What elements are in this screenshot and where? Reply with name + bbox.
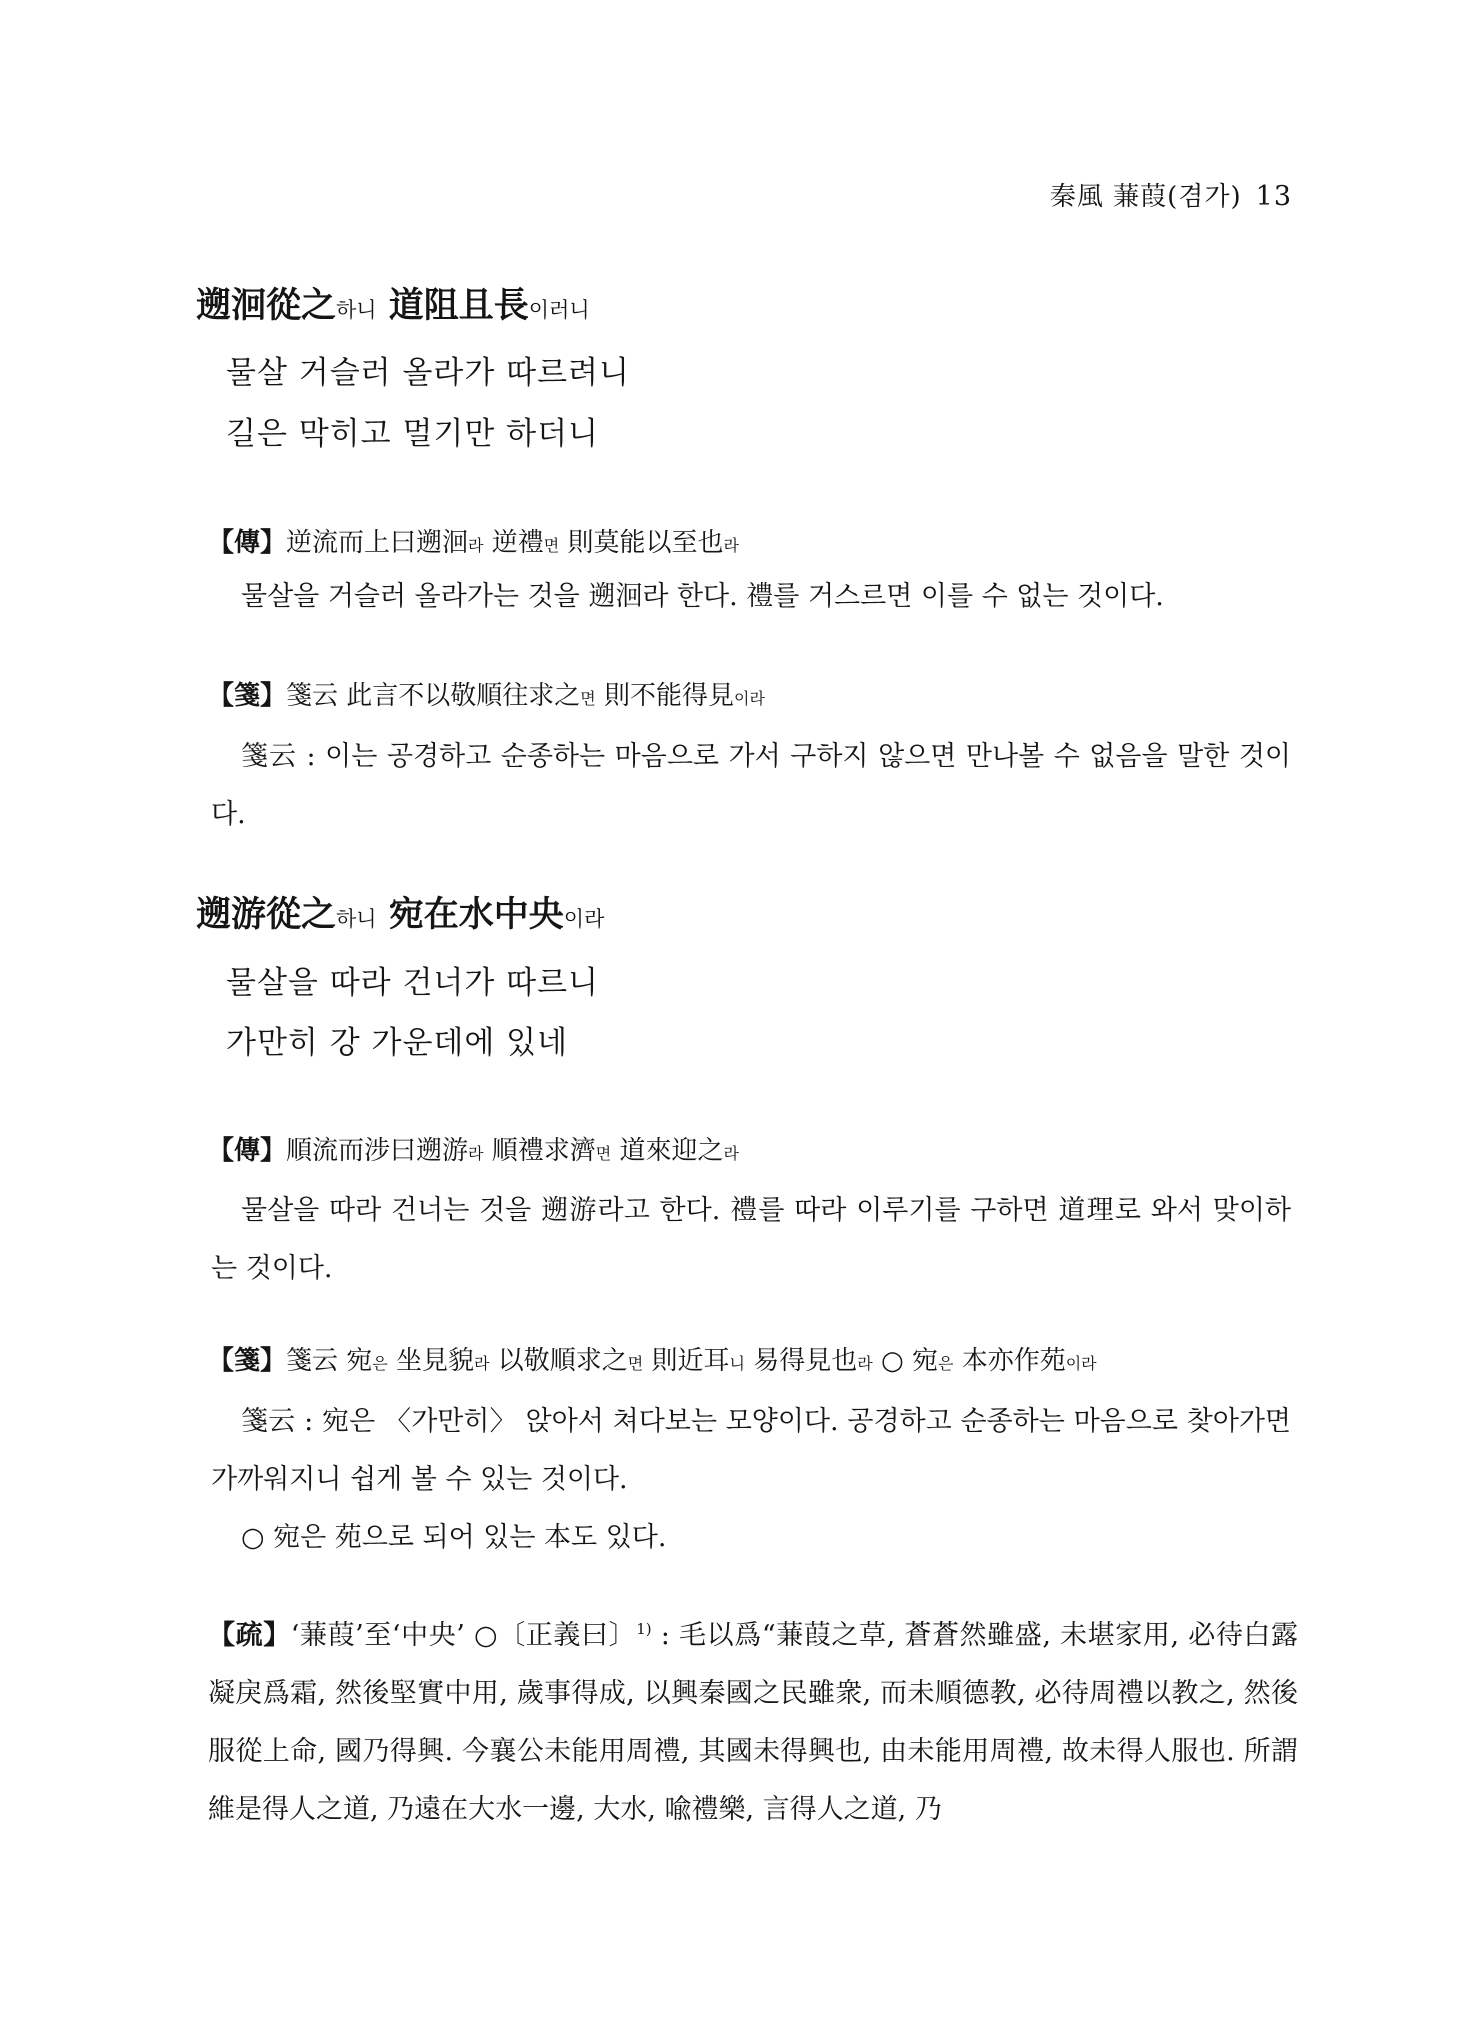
- commentary-label: 【傳】: [208, 1136, 287, 1166]
- commentary-text: 箋云 此言不以敬順往求之: [286, 681, 581, 711]
- verse-particle: 이러니: [528, 298, 590, 322]
- commentary-label: 【箋】: [208, 1346, 287, 1376]
- subcommentary-body: : 毛以爲“蒹葭之草, 蒼蒼然雖盛, 未堪家用, 必待白露凝戾爲霜, 然後堅實中用, 歲事得成, 以興秦國之民雖衆, 而未順德教, 必待周禮以教之, 然後服從上命, 國乃得興. 今襄公未能用周禮, 其國未得興也, 由未能用周禮, 故未得人服也. 所謂維是得人之道, 乃遠在大水一邊, 大水, 喩禮樂, 言得人之道, 乃: [208, 1620, 1299, 1825]
- page-number: 13: [1255, 181, 1292, 212]
- particle: 라: [723, 536, 739, 555]
- verse-text: 宛在水中央: [388, 894, 564, 935]
- particle: 면: [580, 689, 596, 708]
- commentary-head: [208, 522, 739, 559]
- commentary-text: ○ 宛: [881, 1346, 938, 1376]
- verse-text: 遡洄從之: [196, 285, 337, 326]
- commentary-text: 坐見貌: [396, 1346, 475, 1376]
- footnote-marker[interactable]: 1): [636, 1620, 652, 1638]
- verse-text: 道阻且長: [388, 285, 529, 326]
- verse-particle: 하니: [336, 907, 377, 931]
- commentary-text: 則不能得見: [604, 681, 735, 711]
- commentary-text: 箋云 宛: [286, 1346, 373, 1376]
- commentary-text: 則近耳: [651, 1346, 730, 1376]
- particle: 면: [543, 536, 560, 555]
- commentary-label: 【傳】: [208, 528, 287, 558]
- commentary-text: 逆流而上曰遡洄: [286, 528, 469, 558]
- subcommentary-lead: ‘蒹葭’至‘中央’ ○〔正義曰〕: [290, 1620, 637, 1651]
- particle: 라: [468, 536, 484, 555]
- verse-translation: 물살을 따라 건너가 따르니: [226, 965, 599, 1001]
- particle: 이라: [734, 689, 765, 708]
- particle: 은: [372, 1354, 388, 1373]
- commentary-label: 【箋】: [208, 681, 287, 711]
- running-header: [1050, 176, 1292, 213]
- commentary-text: 道來迎之: [619, 1136, 724, 1166]
- commentary-head: [208, 675, 765, 712]
- commentary-text: 本亦作苑: [961, 1346, 1066, 1376]
- header-title: 秦風 蒹葭(겸가): [1049, 182, 1242, 212]
- verse-translation: 가만히 강 가운데에 있네: [226, 1025, 569, 1061]
- particle: 라: [468, 1144, 484, 1163]
- particle: 면: [595, 1144, 612, 1163]
- verse-particle: 이라: [563, 907, 605, 931]
- particle: 라: [474, 1354, 490, 1373]
- particle: 라: [723, 1144, 739, 1163]
- verse-line: [196, 887, 604, 937]
- commentary-text: 順禮求濟: [491, 1136, 596, 1166]
- verse-translation: 물살 거슬러 올라가 따르려니: [226, 355, 630, 391]
- commentary-text: 則莫能以至也: [567, 528, 724, 558]
- commentary-translation: 箋云 : 이는 공경하고 순종하는 마음으로 가서 구하지 않으면 만나볼 수 없음을 말한 것이다.: [211, 741, 1291, 830]
- commentary-text: 以敬順求之: [497, 1346, 628, 1376]
- particle: 이라: [1065, 1354, 1097, 1373]
- commentary-text: 逆禮: [491, 528, 544, 558]
- particle: 면: [627, 1354, 644, 1373]
- commentary-text: 易得見也: [753, 1346, 858, 1376]
- commentary-translation: 箋云 : 宛은 〈가만히〉 앉아서 쳐다보는 모양이다. 공경하고 순종하는 마음으로 찾아가면 가까워지니 쉽게 볼 수 있는 것이다.: [211, 1406, 1291, 1495]
- verse-particle: 하니: [336, 298, 377, 322]
- commentary-translation: 물살을 따라 건너는 것을 遡游라고 한다. 禮를 따라 이루기를 구하면 道理로 와서 맞이하는 것이다.: [211, 1195, 1291, 1284]
- verse-line: [196, 278, 590, 328]
- subcommentary-label: 【疏】: [208, 1620, 291, 1651]
- verse-text: 遡游從之: [196, 894, 337, 935]
- particle: 니: [729, 1354, 745, 1373]
- commentary-head: [208, 1130, 739, 1167]
- particle: 은: [937, 1354, 954, 1373]
- commentary-text: 順流而涉曰遡游: [286, 1136, 469, 1166]
- commentary-translation-note: ○ 宛은 苑으로 되어 있는 本도 있다.: [241, 1522, 667, 1553]
- commentary-translation: 물살을 거슬러 올라가는 것을 遡洄라 한다. 禮를 거스르면 이를 수 없는 것이다.: [241, 581, 1164, 612]
- commentary-head: [208, 1340, 1097, 1377]
- subcommentary-paragraph: [208, 1600, 1298, 1839]
- particle: 라: [857, 1354, 873, 1373]
- verse-translation: 길은 막히고 멀기만 하더니: [226, 416, 599, 452]
